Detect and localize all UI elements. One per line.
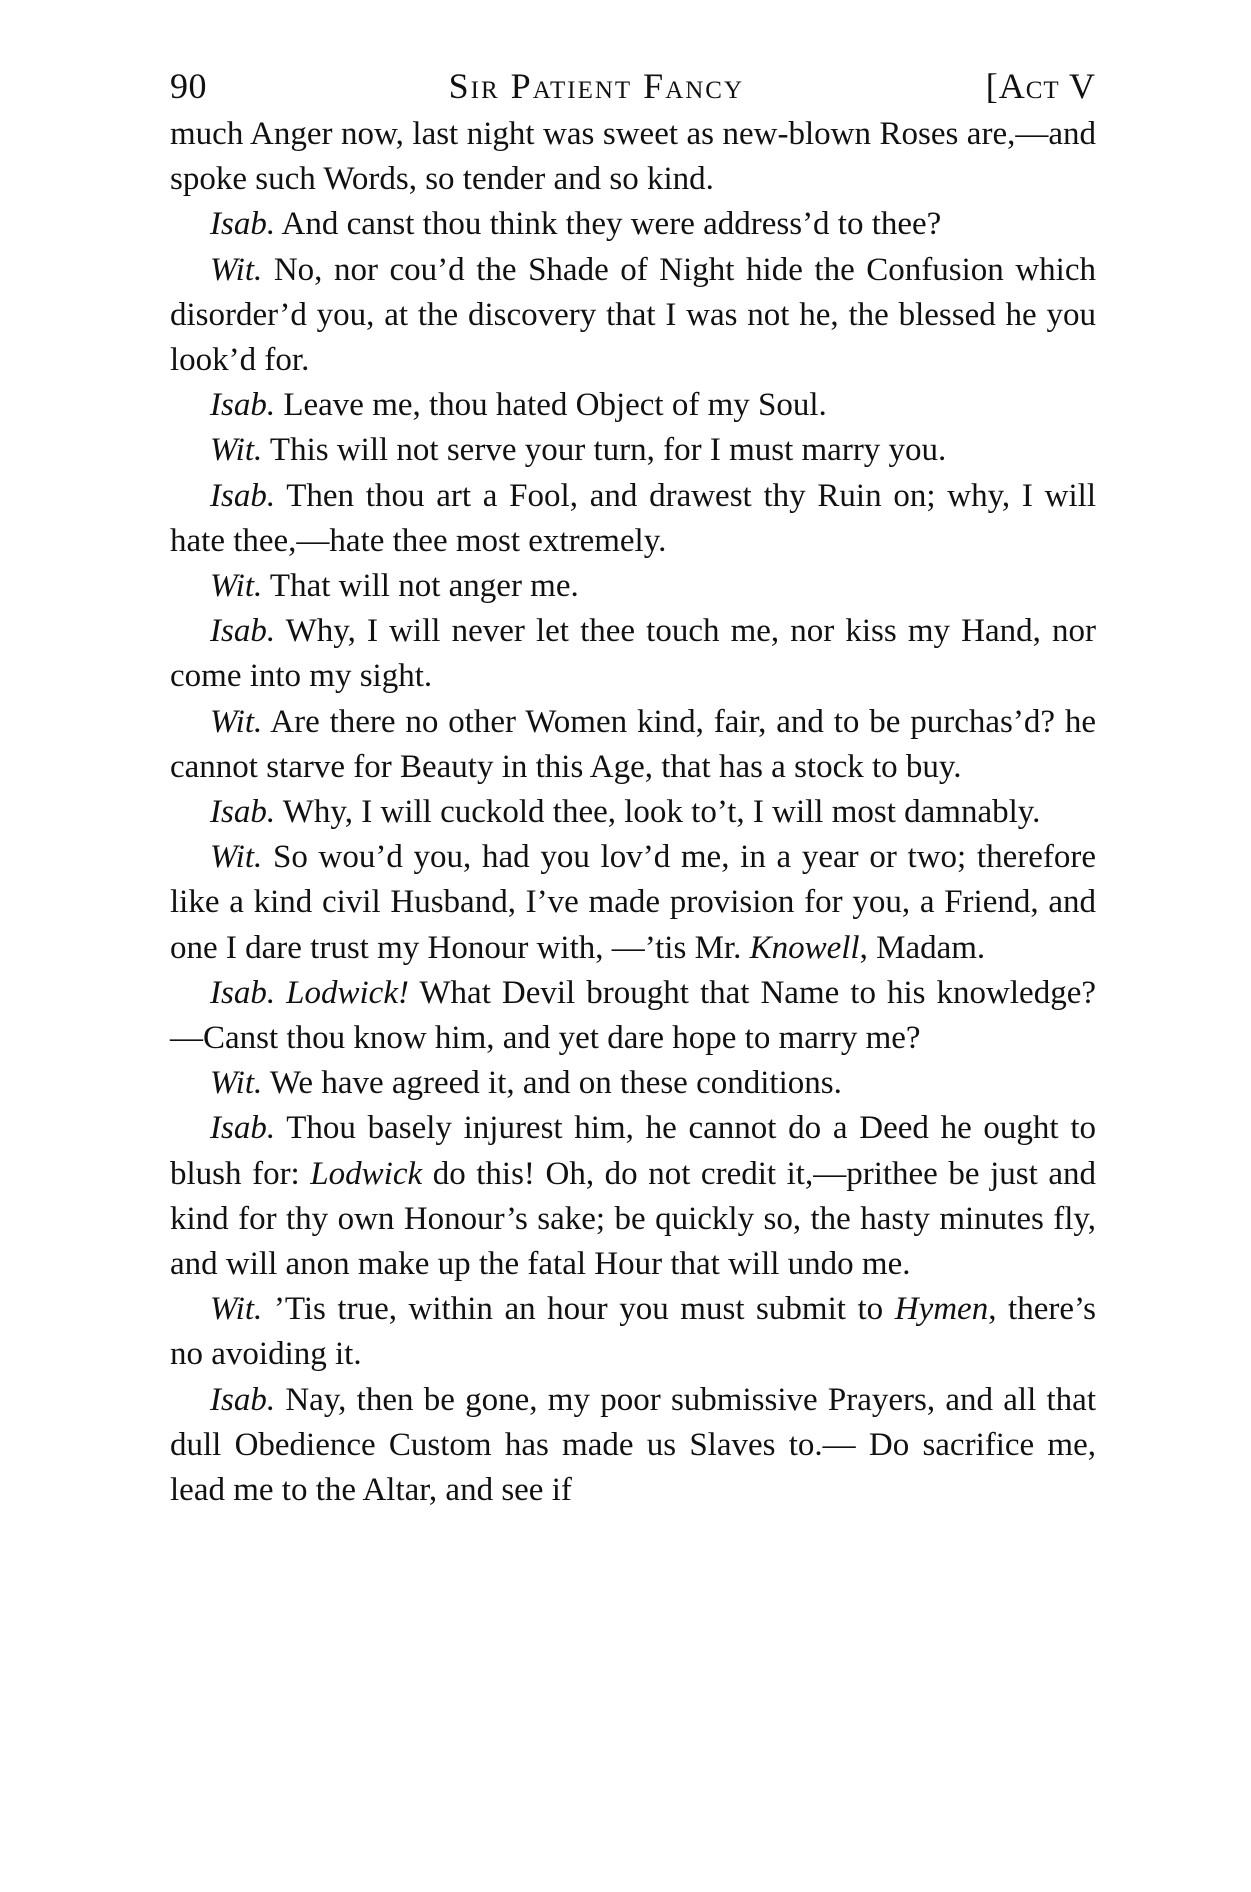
text-segment: What Devil brought that Name to his knowledge?—Canst thou know him, and yet dare hope to marry me? bbox=[170, 974, 1096, 1057]
dialogue-paragraph bbox=[170, 428, 1096, 473]
dialogue-paragraph bbox=[170, 112, 1096, 202]
act-label: [Act V bbox=[985, 66, 1096, 106]
page-number: 90 bbox=[170, 66, 207, 106]
speaker-name: Wit. bbox=[210, 1291, 263, 1328]
text-segment: Why, I will never let thee touch me, nor kiss my Hand, nor come into my sight. bbox=[170, 613, 1096, 695]
dialogue-paragraph bbox=[170, 564, 1096, 609]
text-segment: And canst thou think they were address’d to thee? bbox=[275, 206, 942, 243]
speaker-name: Wit. bbox=[210, 432, 263, 469]
dialogue-paragraph bbox=[170, 700, 1096, 790]
dialogue-paragraph bbox=[170, 1106, 1096, 1287]
running-title: Sir Patient Fancy bbox=[448, 66, 745, 106]
speaker-name: Isab. bbox=[210, 477, 276, 514]
speaker-name: Wit. bbox=[210, 839, 263, 876]
text-segment: do this! Oh, do not credit it,—prithee be just and kind for thy own Honour’s sake; be quickly so, the hasty minutes fly, and will anon make up the fatal Hour that will undo me. bbox=[170, 1155, 1096, 1283]
speaker-name: Wit. bbox=[210, 251, 263, 288]
speaker-name: Isab. bbox=[210, 974, 276, 1011]
speaker-name: Isab. bbox=[210, 1381, 276, 1418]
text-segment: Leave me, thou hated Object of my Soul. bbox=[275, 387, 827, 424]
dialogue-paragraph bbox=[170, 474, 1096, 564]
italic-text: Hymen bbox=[894, 1291, 989, 1328]
running-head bbox=[170, 62, 1096, 112]
text-segment: Why, I will cuckold thee, look to’t, I will most damnably. bbox=[275, 794, 1041, 831]
text-segment: That will not anger me. bbox=[262, 568, 579, 605]
dialogue-paragraph bbox=[170, 971, 1096, 1061]
text-segment: Thou basely injurest him, he cannot do a Deed he ought to blush for: bbox=[170, 1110, 1096, 1192]
dialogue-paragraph bbox=[170, 248, 1096, 384]
text-segment: much Anger now, last night was sweet as new-blown Roses are,—and spoke such Words, so tender and so kind. bbox=[170, 116, 1096, 198]
speaker-name: Wit. bbox=[210, 568, 263, 605]
speaker-name: Isab. bbox=[210, 1110, 276, 1147]
text-segment: , there’s no avoiding it. bbox=[170, 1291, 1096, 1373]
text-segment: We have agreed it, and on these conditions. bbox=[262, 1065, 842, 1102]
dialogue-paragraph bbox=[170, 202, 1096, 247]
speaker-name: Isab. bbox=[210, 206, 276, 243]
text-segment bbox=[275, 975, 286, 1011]
speaker-name: Wit. bbox=[210, 1065, 263, 1102]
text-segment: ’Tis true, within an hour you must submit to bbox=[262, 1291, 895, 1328]
dialogue-paragraph bbox=[170, 790, 1096, 835]
text-segment: This will not serve your turn, for I must marry you. bbox=[262, 432, 947, 469]
text-segment: , Madam. bbox=[859, 929, 986, 966]
dialogue-paragraph bbox=[170, 383, 1096, 428]
dialogue-paragraph bbox=[170, 835, 1096, 971]
speaker-name: Isab. bbox=[210, 613, 276, 650]
text-segment: Nay, then be gone, my poor submissive Prayers, and all that dull Obedience Custom has made us Slaves to.— Do sacrifice me, lead me to the Altar, and see if bbox=[170, 1381, 1096, 1509]
italic-text: Lodwick! bbox=[286, 974, 409, 1011]
dialogue-paragraph bbox=[170, 1287, 1096, 1377]
speaker-name: Wit. bbox=[210, 703, 263, 740]
dialogue-paragraph bbox=[170, 1061, 1096, 1106]
dialogue-paragraph bbox=[170, 609, 1096, 699]
text-segment: So wou’d you, had you lov’d me, in a year or two; therefore like a kind civil Husband, I’ve made provision for you, a Friend, and one I dare trust my Honour with, —’tis Mr. bbox=[170, 839, 1096, 966]
text-segment: Are there no other Women kind, fair, and to be purchas’d? he cannot starve for Beauty in this Age, that has a stock to buy. bbox=[170, 703, 1096, 785]
text-segment: No, nor cou’d the Shade of Night hide the Confusion which disorder’d you, at the discovery that I was not he, the blessed he you look’d for. bbox=[170, 251, 1096, 379]
speaker-name: Isab. bbox=[210, 387, 276, 424]
italic-text: Lodwick bbox=[310, 1155, 423, 1192]
dialogue-paragraph bbox=[170, 1378, 1096, 1514]
speaker-name: Isab. bbox=[210, 794, 276, 831]
text-segment: Then thou art a Fool, and drawest thy Ruin on; why, I will hate thee,—hate thee most extremely. bbox=[170, 477, 1096, 559]
page-body bbox=[170, 112, 1096, 1513]
italic-text: Knowell bbox=[749, 929, 860, 966]
